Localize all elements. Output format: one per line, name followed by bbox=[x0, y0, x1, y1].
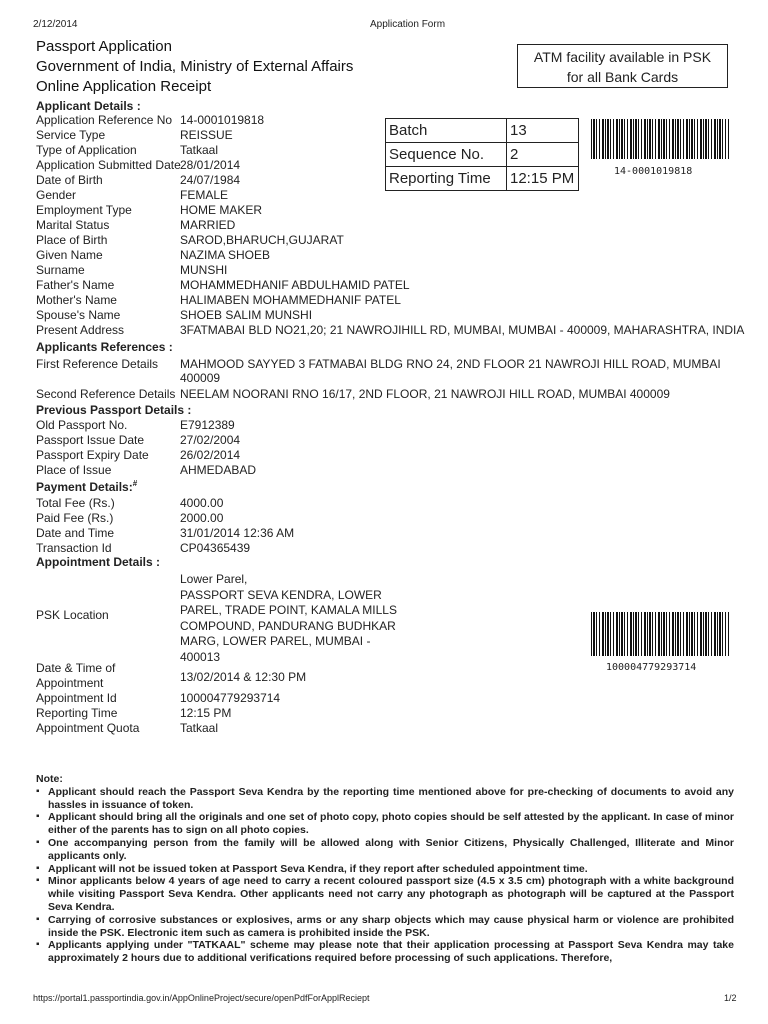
first-reference-value-1: MAHMOOD SAYYED 3 FATMABAI BLDG RNO 24, 2ND FLOOR 21 NAWROJI HILL ROAD, MUMBAI bbox=[180, 357, 721, 371]
applicant-field-label: Marital Status bbox=[36, 218, 110, 232]
section-payment-details bbox=[36, 479, 137, 494]
first-reference-value-2: 400009 bbox=[180, 371, 221, 385]
footer-url: https://portal1.passportindia.gov.in/AppOnlineProject/secure/openPdfForApplReciept bbox=[33, 993, 370, 1003]
appointment-datetime-label-2: Appointment bbox=[36, 676, 104, 690]
note-item: ▪ One accompanying person from the family will be allowed along with Senior Citizens, Physically Challenged, Illiterate and Minor applicants only. bbox=[36, 837, 734, 863]
notes-list bbox=[36, 786, 734, 965]
applicant-field-value: FEMALE bbox=[180, 188, 229, 202]
notes-title: Note: bbox=[36, 773, 63, 785]
barcode-image bbox=[591, 119, 729, 159]
appointment-field-value: 100004779293714 bbox=[180, 691, 281, 705]
title-line-2: Government of India, Ministry of External Affairs bbox=[36, 58, 354, 75]
sequence-value: 2 bbox=[507, 143, 579, 167]
applicant-field-label: Mother's Name bbox=[36, 293, 117, 307]
title-line-1: Passport Application bbox=[36, 38, 172, 55]
psk-location-line: 400013 bbox=[180, 649, 221, 664]
previous-passport-field-label: Passport Issue Date bbox=[36, 433, 145, 447]
applicant-field-value: 28/01/2014 bbox=[180, 158, 241, 172]
first-reference-label: First Reference Details bbox=[36, 357, 159, 371]
applicant-field-value: SHOEB SALIM MUNSHI bbox=[180, 308, 313, 322]
applicant-field-label: Gender bbox=[36, 188, 77, 202]
section-applicant-references: Applicants References : bbox=[36, 340, 173, 354]
previous-passport-field-label: Old Passport No. bbox=[36, 418, 128, 432]
psk-location-line: Lower Parel, bbox=[180, 572, 248, 586]
note-item: ▪ Applicant should bring all the originals and one set of photo copy, photo copies should be self attested by the applicant. In case of minor either of the parents has to sign on all photo copies. bbox=[36, 811, 734, 837]
reporting-time-label: Reporting Time bbox=[386, 167, 507, 191]
batch-label: Batch bbox=[386, 119, 507, 143]
applicant-field-value: REISSUE bbox=[180, 128, 233, 142]
second-reference-value: NEELAM NOORANI RNO 16/17, 2ND FLOOR, 21 NAWROJI HILL ROAD, MUMBAI 400009 bbox=[180, 387, 670, 401]
applicant-field-label: Application Submitted Date bbox=[36, 158, 181, 172]
previous-passport-field-value: 27/02/2004 bbox=[180, 433, 241, 447]
note-item: ▪ Carrying of corrosive substances or explosives, arms or any sharp objects which may cause physical harm or violence are prohibited inside the PSK. Electronic item such as camera is prohibited inside the PSK. bbox=[36, 914, 734, 940]
applicant-field-label: Employment Type bbox=[36, 203, 132, 217]
payment-field-label: Total Fee (Rs.) bbox=[36, 496, 115, 510]
applicant-field-label: Father's Name bbox=[36, 278, 115, 292]
psk-location-line: MARG, LOWER PAREL, MUMBAI - bbox=[180, 634, 371, 648]
payment-field-label: Paid Fee (Rs.) bbox=[36, 511, 114, 525]
applicant-field-label: Type of Application bbox=[36, 143, 137, 157]
previous-passport-field-value: AHMEDABAD bbox=[180, 463, 257, 477]
payment-field-value: CP04365439 bbox=[180, 541, 251, 555]
applicant-field-label: Surname bbox=[36, 263, 85, 277]
applicant-field-label: Spouse's Name bbox=[36, 308, 121, 322]
applicant-field-value: 14-0001019818 bbox=[180, 113, 265, 127]
applicant-field-value: 24/07/1984 bbox=[180, 173, 241, 187]
psk-location-line: PASSPORT SEVA KENDRA, LOWER bbox=[180, 587, 382, 602]
applicant-field-value: 3FATMABAI BLD NO21,20; 21 NAWROJIHILL RD, MUMBAI, MUMBAI - 400009, MAHARASHTRA, INDIA bbox=[180, 323, 745, 337]
appointment-barcode-image bbox=[591, 612, 729, 656]
payment-field-label: Date and Time bbox=[36, 526, 115, 540]
applicant-field-value: Tatkaal bbox=[180, 143, 219, 157]
previous-passport-field-value: 26/02/2014 bbox=[180, 448, 241, 462]
print-date: 2/12/2014 bbox=[33, 19, 78, 30]
applicant-field-value: MUNSHI bbox=[180, 263, 228, 277]
section-appointment-details: Appointment Details : bbox=[36, 555, 161, 569]
psk-location-line: COMPOUND, PANDURANG BUDHKAR bbox=[180, 618, 396, 633]
atm-line-2: for all Bank Cards bbox=[566, 69, 679, 85]
previous-passport-field-label: Place of Issue bbox=[36, 463, 112, 477]
payment-footnote-mark: # bbox=[132, 479, 138, 488]
payment-field-value: 2000.00 bbox=[180, 511, 224, 525]
appointment-field-value: 12:15 PM bbox=[180, 706, 232, 720]
payment-field-label: Transaction Id bbox=[36, 541, 112, 555]
second-reference-label: Second Reference Details bbox=[36, 387, 176, 401]
payment-field-value: 31/01/2014 12:36 AM bbox=[180, 526, 295, 540]
applicant-field-label: Given Name bbox=[36, 248, 103, 262]
appointment-barcode-number: 100004779293714 bbox=[606, 662, 697, 673]
appointment-field-label: Reporting Time bbox=[36, 706, 118, 720]
previous-passport-field-label: Passport Expiry Date bbox=[36, 448, 149, 462]
note-item: ▪ Minor applicants below 4 years of age need to carry a recent coloured passport size (4.5 x 3.5 cm) photograph with a white background while visiting Passport Seva Kendra. Other applicants need not carry any photograph as photograph will be captured at the Passport Seva Kendra. bbox=[36, 875, 734, 913]
appointment-field-label: Appointment Id bbox=[36, 691, 117, 705]
batch-table bbox=[385, 118, 579, 191]
psk-location-label: PSK Location bbox=[36, 608, 109, 622]
notes-section bbox=[36, 773, 734, 965]
applicant-field-label: Place of Birth bbox=[36, 233, 108, 247]
payment-field-value: 4000.00 bbox=[180, 496, 224, 510]
applicant-field-label: Application Reference No bbox=[36, 113, 173, 127]
applicant-field-value: NAZIMA SHOEB bbox=[180, 248, 271, 262]
barcode-number: 14-0001019818 bbox=[614, 166, 693, 177]
note-item: ▪ Applicant should reach the Passport Seva Kendra by the reporting time mentioned above for pre-checking of documents to avoid any hassles in issuance of token. bbox=[36, 786, 734, 812]
note-item: ▪ Applicants applying under "TATKAAL" scheme may please note that their application processing at Passport Seva Kendra may take approximately 2 hours due to additional verifications required before processing of such applications. Therefore, bbox=[36, 939, 734, 965]
print-title: Application Form bbox=[370, 19, 446, 30]
applicant-field-value: MOHAMMEDHANIF ABDULHAMID PATEL bbox=[180, 278, 410, 292]
section-previous-passport: Previous Passport Details : bbox=[36, 403, 192, 417]
appointment-datetime-value: 13/02/2014 & 12:30 PM bbox=[180, 670, 307, 684]
title-line-3: Online Application Receipt bbox=[36, 78, 212, 95]
atm-notice-box bbox=[517, 44, 728, 88]
sequence-label: Sequence No. bbox=[386, 143, 507, 167]
payment-title: Payment Details: bbox=[36, 480, 133, 494]
reporting-time-value: 12:15 PM bbox=[507, 167, 579, 191]
footer-page-number: 1/2 bbox=[724, 993, 737, 1003]
batch-value: 13 bbox=[507, 119, 579, 143]
psk-location-line: PAREL, TRADE POINT, KAMALA MILLS bbox=[180, 603, 397, 617]
section-applicant-details: Applicant Details : bbox=[36, 99, 141, 113]
applicant-field-value: HOME MAKER bbox=[180, 203, 263, 217]
previous-passport-field-value: E7912389 bbox=[180, 418, 235, 432]
applicant-field-value: HALIMABEN MOHAMMEDHANIF PATEL bbox=[180, 293, 401, 307]
appointment-datetime-label-1: Date & Time of bbox=[36, 661, 116, 675]
applicant-field-value: MARRIED bbox=[180, 218, 236, 232]
appointment-field-label: Appointment Quota bbox=[36, 721, 140, 735]
atm-line-1: ATM facility available in PSK bbox=[533, 49, 712, 65]
note-item: ▪ Applicant will not be issued token at Passport Seva Kendra, if they report after scheduled appointment time. bbox=[36, 863, 734, 876]
applicant-field-value: SAROD,BHARUCH,GUJARAT bbox=[180, 233, 344, 247]
applicant-field-label: Date of Birth bbox=[36, 173, 103, 187]
applicant-field-label: Present Address bbox=[36, 323, 125, 337]
applicant-field-label: Service Type bbox=[36, 128, 106, 142]
appointment-field-value: Tatkaal bbox=[180, 721, 219, 735]
